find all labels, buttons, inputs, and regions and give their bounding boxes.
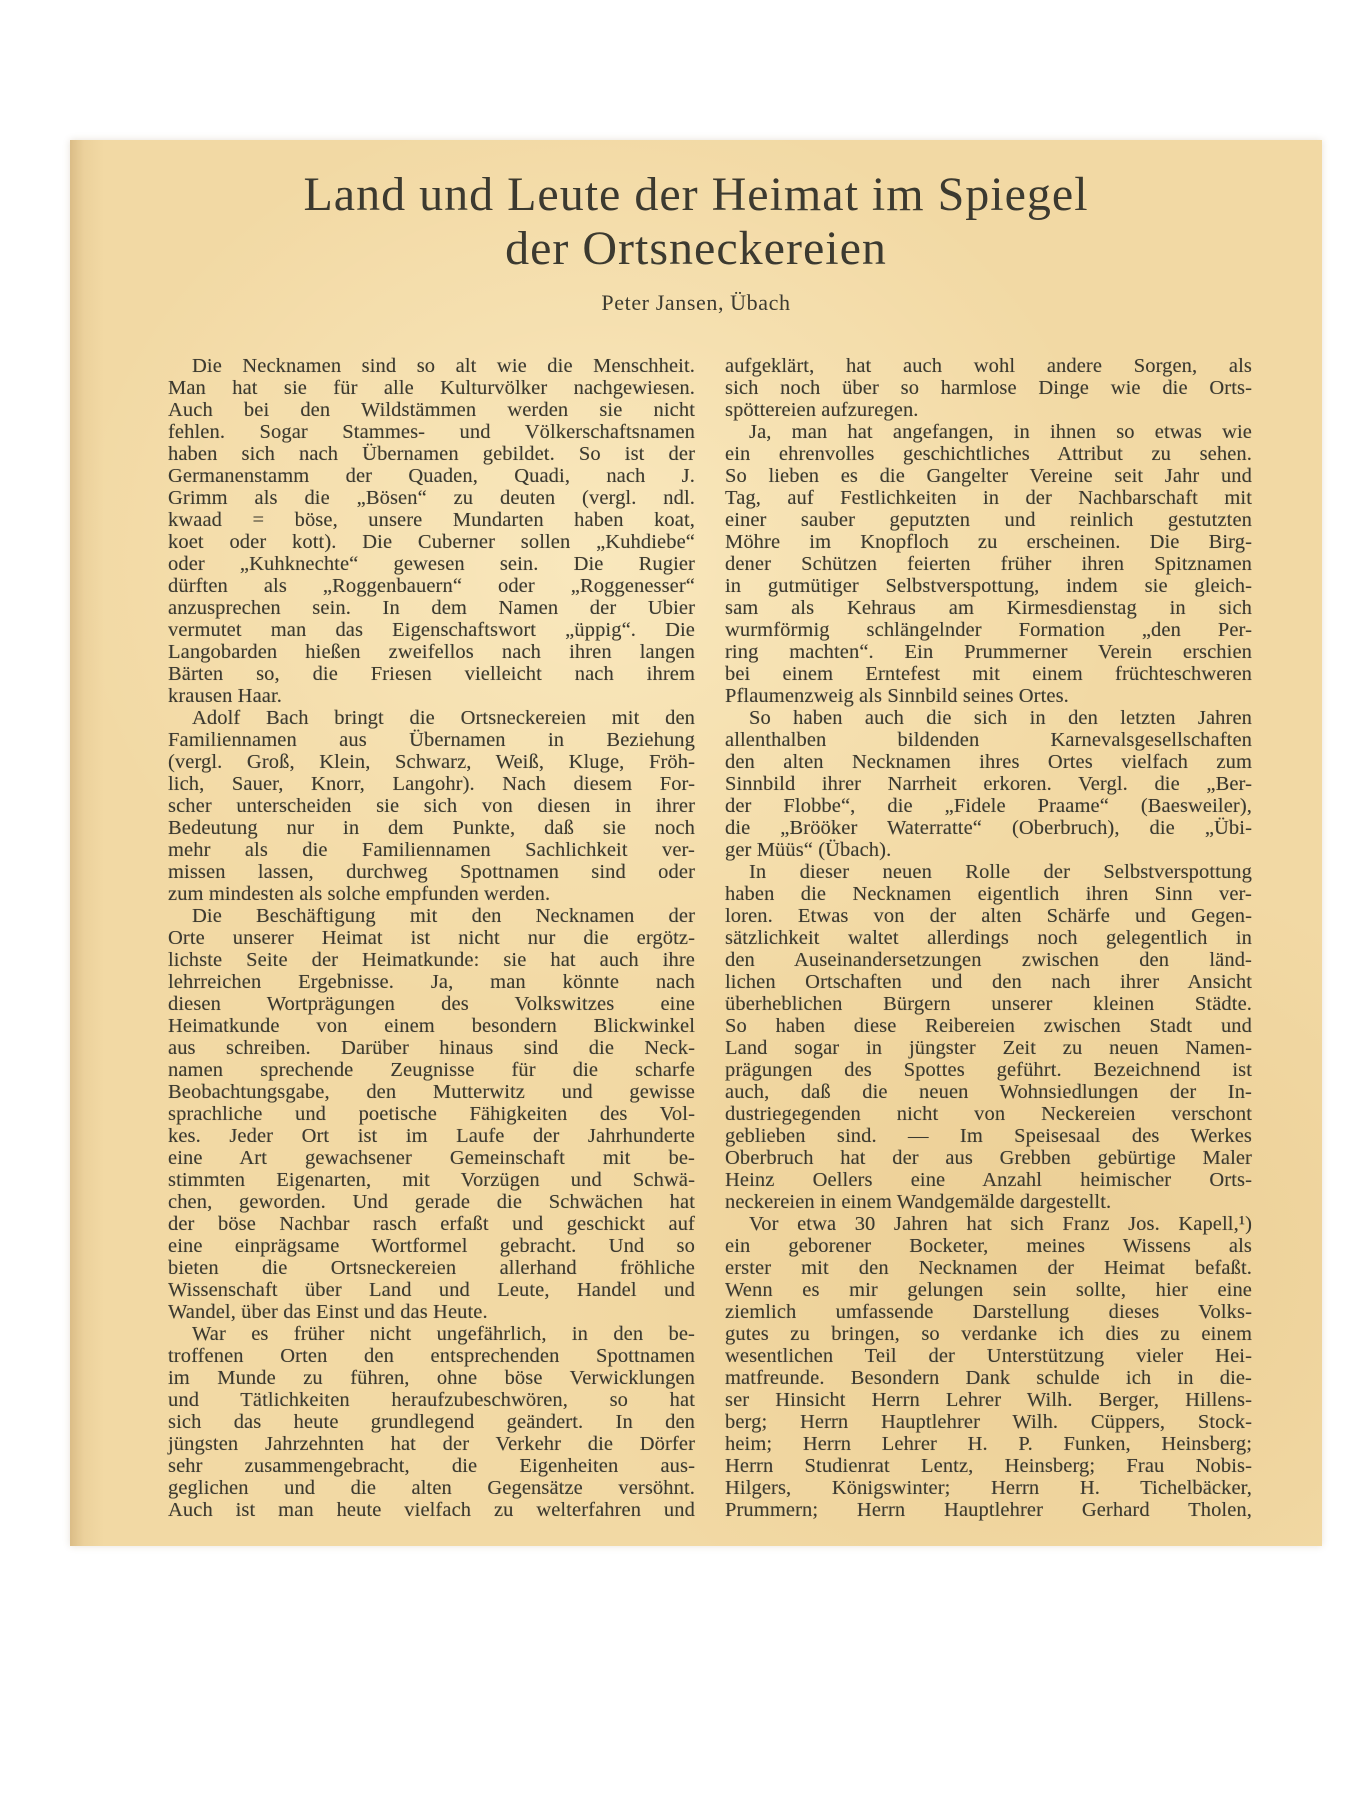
text-line: prägungen des Spottes geführt. Bezeichnend ist	[725, 1059, 1252, 1081]
text-line: kwaad = böse, unsere Mundarten haben koat,	[168, 509, 695, 531]
text-line: Die Beschäftigung mit den Necknamen der	[192, 905, 695, 927]
text-line: dustriegegenden nicht von Neckereien verschont	[725, 1103, 1252, 1125]
text-line: Langobarden hießen zweifellos nach ihren langen	[168, 641, 695, 663]
text-line: die „Brööker Waterratte“ (Oberbruch), die „Übi-	[725, 817, 1252, 839]
text-line: im Munde zu führen, ohne böse Verwicklungen	[168, 1367, 695, 1389]
text-line: der böse Nachbar rasch erfaßt und geschickt auf	[168, 1213, 695, 1235]
text-line: einer sauber geputzten und reinlich gestutzten	[725, 509, 1252, 531]
text-line: missen lassen, durchweg Spottnamen sind oder	[168, 861, 695, 883]
text-line: und Tätlichkeiten heraufzubeschwören, so hat	[168, 1389, 695, 1411]
text-line: lichen Ortschaften und den nach ihrer Ansicht	[725, 971, 1252, 993]
text-line: auch, daß die neuen Wohnsiedlungen der In-	[725, 1081, 1252, 1103]
paragraph	[168, 707, 695, 905]
text-line: bei einem Erntefest mit einem früchteschweren	[725, 663, 1252, 685]
text-line: Familiennamen aus Übernamen in Beziehung	[168, 729, 695, 751]
text-line: Man hat sie für alle Kulturvölker nachgewiesen.	[168, 377, 695, 399]
text-line: aufgeklärt, hat auch wohl andere Sorgen, als	[725, 355, 1252, 377]
paragraph	[725, 355, 1252, 421]
text-line: (vergl. Groß, Klein, Schwarz, Weiß, Kluge, Fröh-	[168, 751, 695, 773]
text-line: Möhre im Knopfloch zu erscheinen. Die Birg-	[725, 531, 1252, 553]
article-byline: Peter Jansen, Übach	[601, 290, 791, 315]
text-line: zum mindesten als solche empfunden werden.	[168, 883, 551, 905]
text-line: in gutmütiger Selbstverspottung, indem sie gleich-	[725, 575, 1252, 597]
text-line: In dieser neuen Rolle der Selbstverspottung	[749, 861, 1252, 883]
text-line: Auch bei den Wildstämmen werden sie nicht	[168, 399, 695, 421]
text-line: den Auseinandersetzungen zwischen den länd-	[725, 949, 1252, 971]
text-line: aus schreiben. Darüber hinaus sind die Neck-	[168, 1037, 695, 1059]
text-line: lehrreichen Ergebnisse. Ja, man könnte nach	[168, 971, 695, 993]
text-line: diesen Wortprägungen des Volkswitzes eine	[168, 993, 695, 1015]
text-line: Bärten so, die Friesen vielleicht nach ihrem	[168, 663, 695, 685]
text-line: wesentlichen Teil der Unterstützung vieler Hei-	[725, 1345, 1252, 1367]
text-line: eine Art gewachsener Gemeinschaft mit be-	[168, 1147, 695, 1169]
text-line: Sinnbild ihrer Narrheit erkoren. Vergl. die „Ber-	[725, 773, 1252, 795]
text-line: neckereien in einem Wandgemälde dargestellt.	[725, 1191, 1112, 1213]
text-line: Orte unserer Heimat ist nicht nur die ergötz-	[168, 927, 695, 949]
text-line: lich, Sauer, Knorr, Langohr). Nach diesem For-	[168, 773, 695, 795]
text-line: überheblichen Bürgern unserer kleinen Städte.	[725, 993, 1252, 1015]
text-line: Wandel, über das Einst und das Heute.	[168, 1301, 488, 1323]
text-line: vermutet man das Eigenschaftswort „üppig“. Die	[168, 619, 695, 641]
text-line: wurmförmig schlängelnder Formation „den Per-	[725, 619, 1252, 641]
text-line: Hilgers, Königswinter; Herrn H. Tichelbäcker,	[725, 1477, 1252, 1499]
text-line: Beobachtungsgabe, den Mutterwitz und gewisse	[168, 1081, 695, 1103]
paragraph	[168, 1323, 695, 1521]
text-line: den alten Necknamen ihres Ortes vielfach zum	[725, 751, 1252, 773]
text-line: So lieben es die Gangelter Vereine seit Jahr und	[725, 465, 1252, 487]
text-line: krausen Haar.	[168, 685, 282, 707]
text-line: allenthalben bildenden Karnevalsgesellschaften	[725, 729, 1252, 751]
text-line: Prummern; Herrn Hauptlehrer Gerhard Tholen,	[725, 1499, 1252, 1521]
scanned-page	[70, 140, 1322, 1546]
text-line: chen, geworden. Und gerade die Schwächen hat	[168, 1191, 695, 1213]
left-column	[168, 355, 695, 1521]
text-line: Ja, man hat angefangen, in ihnen so etwas wie	[749, 421, 1252, 443]
paragraph	[168, 905, 695, 1323]
text-line: stimmten Eigenarten, mit Vorzügen und Schwä-	[168, 1169, 695, 1191]
paragraph	[725, 421, 1252, 707]
text-line: spöttereien aufzuregen.	[725, 399, 919, 421]
text-line: dürften als „Roggenbauern“ oder „Roggenesser“	[168, 575, 695, 597]
text-line: Oberbruch hat der aus Grebben gebürtige Maler	[725, 1147, 1252, 1169]
article-title-line1: Land und Leute der Heimat im Spiegel	[303, 168, 1089, 221]
text-line: der Flobbe“, die „Fidele Praame“ (Baesweiler),	[725, 795, 1252, 817]
paragraph	[168, 355, 695, 707]
text-line: bieten die Ortsneckereien allerhand fröhliche	[168, 1257, 695, 1279]
text-line: oder „Kuhknechte“ gewesen sein. Die Rugier	[168, 553, 695, 575]
paragraph	[725, 861, 1252, 1213]
text-line: Vor etwa 30 Jahren hat sich Franz Jos. Kapell,¹)	[749, 1213, 1252, 1235]
text-line: sprachliche und poetische Fähigkeiten des Vol-	[168, 1103, 695, 1125]
text-line: gutes zu bringen, so verdanke ich dies zu einem	[725, 1323, 1252, 1345]
text-line: Grimm als die „Bösen“ zu deuten (vergl. ndl.	[168, 487, 695, 509]
text-line: So haben auch die sich in den letzten Jahren	[749, 707, 1252, 729]
article-title-line2: der Ortsneckereien	[505, 222, 887, 275]
text-line: sich noch über so harmlose Dinge wie die Orts-	[725, 377, 1252, 399]
text-line: Pflaumenzweig als Sinnbild seines Ortes.	[725, 685, 1069, 707]
text-line: mehr als die Familiennamen Sachlichkeit ver-	[168, 839, 695, 861]
text-line: geblieben sind. — Im Speisesaal des Werkes	[725, 1125, 1252, 1147]
text-line: Heimatkunde von einem besondern Blickwinkel	[168, 1015, 695, 1037]
text-line: haben sich nach Übernamen gebildet. So ist der	[168, 443, 695, 465]
text-line: kes. Jeder Ort ist im Laufe der Jahrhunderte	[168, 1125, 695, 1147]
text-line: Heinz Oellers eine Anzahl heimischer Orts-	[725, 1169, 1252, 1191]
text-line: fehlen. Sogar Stammes- und Völkerschaftsnamen	[168, 421, 695, 443]
text-line: Herrn Studienrat Lentz, Heinsberg; Frau Nobis-	[725, 1455, 1252, 1477]
text-line: berg; Herrn Hauptlehrer Wilh. Cüppers, Stock-	[725, 1411, 1252, 1433]
text-line: troffenen Orten den entsprechenden Spottnamen	[168, 1345, 695, 1367]
text-line: dener Schützen feierten früher ihren Spitznamen	[725, 553, 1252, 575]
text-line: ring machten“. Ein Prummerner Verein erschien	[725, 641, 1252, 663]
text-line: ein geborener Bocketer, meines Wissens als	[725, 1235, 1252, 1257]
text-line: Wenn es mir gelungen sein sollte, hier eine	[725, 1279, 1252, 1301]
text-line: lichste Seite der Heimatkunde: sie hat auch ihre	[168, 949, 695, 971]
text-line: loren. Etwas von der alten Schärfe und Gegen-	[725, 905, 1252, 927]
text-line: ein ehrenvolles geschichtliches Attribut zu sehen.	[725, 443, 1252, 465]
text-line: heim; Herrn Lehrer H. P. Funken, Heinsberg;	[725, 1433, 1252, 1455]
text-line: Tag, auf Festlichkeiten in der Nachbarschaft mit	[725, 487, 1252, 509]
text-line: Adolf Bach bringt die Ortsneckereien mit den	[192, 707, 695, 729]
text-line: sam als Kehraus am Kirmesdienstag in sich	[725, 597, 1252, 619]
text-line: erster mit den Necknamen der Heimat befaßt.	[725, 1257, 1252, 1279]
text-line: sich das heute grundlegend geändert. In den	[168, 1411, 695, 1433]
text-line: jüngsten Jahrzehnten hat der Verkehr die Dörfer	[168, 1433, 695, 1455]
text-line: koet oder kott). Die Cuberner sollen „Kuhdiebe“	[168, 531, 695, 553]
article-columns	[70, 355, 1322, 1521]
text-line: Die Necknamen sind so alt wie die Menschheit.	[192, 355, 695, 377]
text-line: Bedeutung nur in dem Punkte, daß sie noch	[168, 817, 695, 839]
text-line: sätzlichkeit waltet allerdings noch gelegentlich in	[725, 927, 1252, 949]
text-line: So haben diese Reibereien zwischen Stadt und	[725, 1015, 1252, 1037]
text-line: scher unterscheiden sie sich von diesen in ihrer	[168, 795, 695, 817]
text-line: anzusprechen sein. In dem Namen der Ubier	[168, 597, 695, 619]
text-line: ziemlich umfassende Darstellung dieses Volks-	[725, 1301, 1252, 1323]
text-line: sehr zusammengebracht, die Eigenheiten aus-	[168, 1455, 695, 1477]
text-line: War es früher nicht ungefährlich, in den be-	[192, 1323, 695, 1345]
paragraph	[725, 707, 1252, 861]
text-line: Germanenstamm der Quaden, Quadi, nach J.	[168, 465, 695, 487]
text-line: Land sogar in jüngster Zeit zu neuen Namen-	[725, 1037, 1252, 1059]
text-line: Wissenschaft über Land und Leute, Handel und	[168, 1279, 695, 1301]
text-line: matfreunde. Besondern Dank schulde ich in die-	[725, 1367, 1252, 1389]
text-line: ger Müüs“ (Übach).	[725, 839, 892, 861]
right-column	[725, 355, 1252, 1521]
text-line: eine einprägsame Wortformel gebracht. Und so	[168, 1235, 695, 1257]
text-line: ser Hinsicht Herrn Lehrer Wilh. Berger, Hillens-	[725, 1389, 1252, 1411]
text-line: haben die Necknamen eigentlich ihren Sinn ver-	[725, 883, 1252, 905]
paragraph	[725, 1213, 1252, 1521]
text-line: Auch ist man heute vielfach zu welterfahren und	[168, 1499, 695, 1521]
text-line: geglichen und die alten Gegensätze versöhnt.	[168, 1477, 695, 1499]
text-line: namen sprechende Zeugnisse für die scharfe	[168, 1059, 695, 1081]
